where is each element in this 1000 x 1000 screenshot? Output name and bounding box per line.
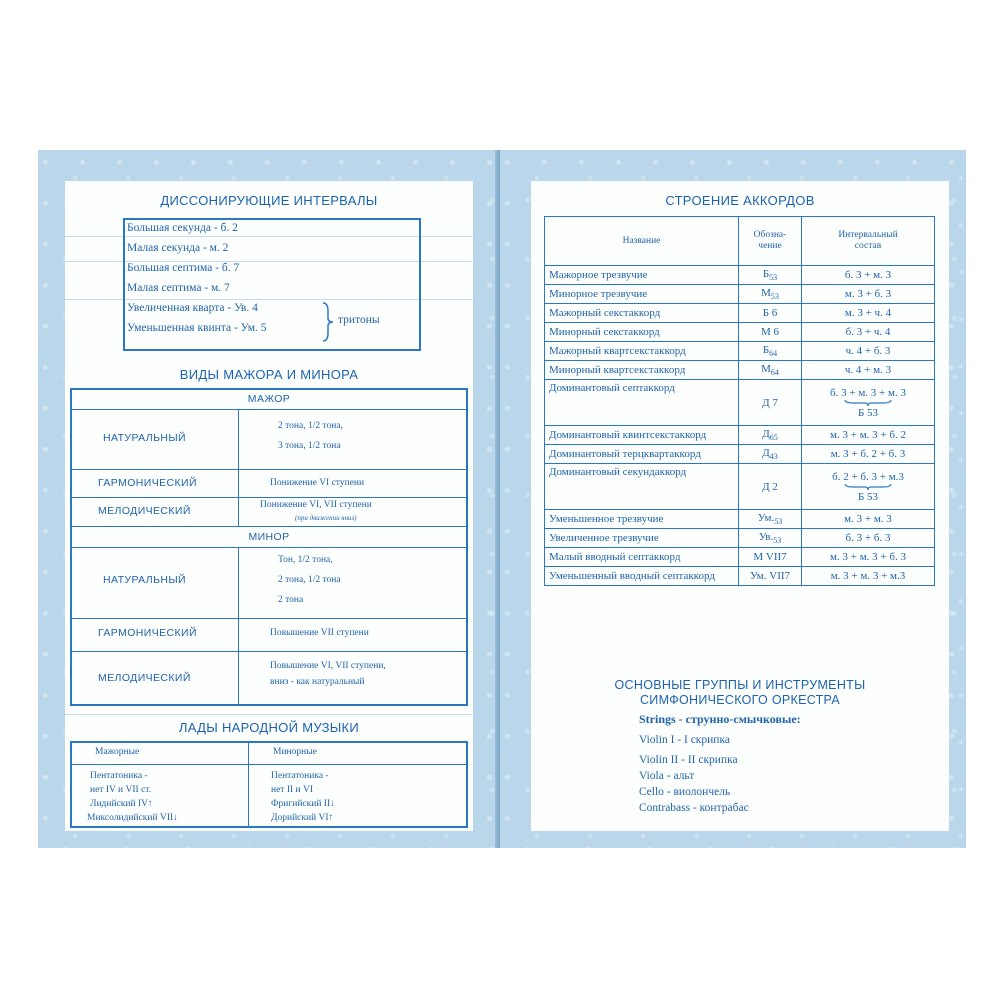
chord-symbol — [739, 567, 802, 586]
chord-row — [545, 361, 935, 380]
chord-intervals — [802, 426, 935, 445]
underbrace-icon — [806, 399, 930, 407]
strings-group-label: Strings - струнно-смычковые: — [639, 712, 801, 726]
right-page — [500, 150, 966, 848]
major-header: МАЖОР — [247, 393, 291, 405]
interval-item: Увеличенная кварта - Ув. 4 — [127, 302, 258, 314]
instrument-item: Violin II - II скрипка — [639, 754, 738, 766]
chord-symbol-index: 64 — [770, 368, 779, 377]
chord-intervals-text: м. 3 + м. 3 + б. 3 — [830, 551, 906, 563]
chord-intervals — [802, 567, 935, 586]
chord-symbol-text: Д 7 — [762, 396, 778, 409]
mode-name: НАТУРАЛЬНЫЙ — [103, 432, 186, 444]
folk-major-line: Лидийский IV↑ — [90, 799, 153, 809]
chord-symbol-text: Б — [762, 344, 770, 356]
chord-row — [545, 529, 935, 548]
chord-symbol-text: М — [761, 287, 771, 299]
chord-intervals-text: ч. 4 + б. 3 — [845, 345, 891, 357]
mode-desc: 2 тона — [278, 595, 304, 605]
underbrace-icon — [806, 483, 930, 491]
chord-symbol-index: 53 — [770, 292, 779, 301]
chord-symbol-index: 43 — [769, 452, 778, 461]
col-header-name: Название — [545, 217, 739, 266]
chord-symbol-text: Д 2 — [762, 480, 778, 493]
chord-row — [545, 266, 935, 285]
chord-symbol-text: М — [761, 363, 771, 375]
tritones-label: тритоны — [338, 314, 380, 326]
chord-name: Минорный квартсекстаккорд — [545, 361, 739, 380]
chord-symbol — [739, 548, 802, 567]
chord-symbol-index: 65 — [769, 433, 778, 442]
chord-name: Минорное трезвучие — [545, 285, 739, 304]
chord-intervals-text: м. 3 + м. 3 — [844, 513, 892, 525]
chord-intervals-text: ч. 4 + м. 3 — [844, 364, 892, 376]
mode-note: (при движении вниз) — [295, 514, 357, 522]
chord-intervals-text: б. 3 + ч. 4 — [845, 326, 891, 338]
chord-intervals-text: м. 3 + м. 3 + м.3 — [830, 570, 906, 582]
chord-name: Уменьшенное трезвучие — [545, 510, 739, 529]
chord-name: Мажорное трезвучие — [545, 266, 739, 285]
chord-symbol-text: Д — [762, 428, 770, 440]
mode-desc: Понижение VI ступени — [270, 478, 365, 488]
instrument-item: Violin I - I скрипка — [639, 734, 730, 746]
folk-major-line: нет IV и VII ст. — [90, 785, 152, 795]
chord-name: Увеличенное трезвучие — [545, 529, 739, 548]
col-header-intervals: Интервальный состав — [802, 217, 935, 266]
chord-intervals — [802, 323, 935, 342]
chord-intervals-text: б. 2 + б. 3 + м.3 — [832, 470, 904, 483]
mode-name: НАТУРАЛЬНЫЙ — [103, 574, 186, 586]
chord-symbol — [739, 529, 802, 548]
chord-intervals — [802, 464, 935, 510]
chord-intervals-text: б. 3 + б. 3 — [845, 532, 891, 544]
chord-name: Доминантовый терцквартаккорд — [545, 445, 739, 464]
chord-name: Мажорный секстаккорд — [545, 304, 739, 323]
chord-symbol — [739, 304, 802, 323]
mode-desc: 3 тона, 1/2 тона — [278, 441, 341, 451]
tritone-brace-icon — [321, 301, 335, 343]
folk-minor-line: нет II и VI — [271, 785, 314, 795]
chord-name: Малый вводный септаккорд — [545, 548, 739, 567]
chord-intervals-text: б. 3 + м. 3 — [844, 269, 892, 281]
chord-row — [545, 567, 935, 586]
chord-intervals — [802, 304, 935, 323]
chord-name: Мажорный квартсекстаккорд — [545, 342, 739, 361]
folk-minor-line: Фригийский II↓ — [271, 799, 335, 809]
orchestra-title-line2: СИМФОНИЧЕСКОГО ОРКЕСТРА — [639, 693, 840, 707]
chord-row — [545, 342, 935, 361]
chord-symbol-text: М 6 — [760, 326, 780, 338]
left-reference-panel — [65, 181, 473, 831]
chord-intervals — [802, 342, 935, 361]
chord-intervals — [802, 380, 935, 426]
chord-symbol-text: Б — [762, 268, 770, 280]
chord-symbol-index: 53 — [774, 517, 783, 526]
instrument-item: Contrabass - контрабас — [639, 802, 749, 814]
chord-symbol — [739, 266, 802, 285]
chord-symbol-text: Б 6 — [762, 307, 778, 319]
chord-row — [545, 323, 935, 342]
chord-structure-title: СТРОЕНИЕ АККОРДОВ — [665, 193, 815, 208]
orchestra-title-line1: ОСНОВНЫЕ ГРУППЫ И ИНСТРУМЕНТЫ — [614, 678, 866, 692]
chord-symbol-text: М VII7 — [753, 551, 787, 563]
chord-row — [545, 426, 935, 445]
minor-header: МИНОР — [248, 531, 290, 543]
mode-desc: вниз - как натуральный — [270, 677, 365, 687]
chord-symbol — [739, 464, 802, 510]
chord-row — [545, 510, 935, 529]
dissonant-intervals-title: ДИССОНИРУЮЩИЕ ИНТЕРВАЛЫ — [160, 193, 378, 208]
mode-desc: Тон, 1/2 тона, — [278, 555, 333, 565]
interval-item: Уменьшенная квинта - Ум. 5 — [127, 322, 267, 334]
chord-row — [545, 380, 935, 426]
chord-intervals-text: м. 3 + м. 3 + б. 2 — [830, 429, 906, 441]
mode-desc: Понижение VI, VII ступени — [260, 500, 372, 510]
chord-symbol — [739, 361, 802, 380]
folk-minor-line: Дорийский VI↑ — [271, 813, 334, 823]
chord-intervals — [802, 445, 935, 464]
mode-desc: Повышение VI, VII ступени, — [270, 661, 386, 671]
chord-name: Доминантовый секундаккорд — [545, 464, 739, 510]
left-page — [38, 150, 497, 848]
folk-major-header: Мажорные — [95, 747, 140, 757]
chord-symbol-index: 53 — [769, 273, 778, 282]
chord-intervals-text: м. 3 + б. 2 + б. 3 — [830, 448, 906, 460]
folk-major-line: Пентатоника - — [90, 771, 148, 781]
chord-row — [545, 445, 935, 464]
mode-desc: 2 тона, 1/2 тона, — [278, 421, 343, 431]
chord-underbrace-label: Б 53 — [857, 490, 879, 503]
chord-row — [545, 304, 935, 323]
major-minor-modes-title: ВИДЫ МАЖОРА И МИНОРА — [179, 367, 359, 382]
right-reference-panel — [531, 181, 949, 831]
chord-symbol-text: Д — [762, 447, 770, 459]
chord-intervals — [802, 548, 935, 567]
notebook-spread — [38, 150, 966, 848]
chord-name: Доминантовый квинтсекстаккорд — [545, 426, 739, 445]
chord-row — [545, 548, 935, 567]
chord-intervals — [802, 529, 935, 548]
chord-intervals-text: м. 3 + ч. 4 — [844, 307, 892, 319]
mode-desc: 2 тона, 1/2 тона — [278, 575, 341, 585]
chord-symbol — [739, 342, 802, 361]
chord-symbol-text: Ум. VII7 — [749, 570, 791, 582]
chord-name: Минорный секстаккорд — [545, 323, 739, 342]
chord-underbrace-label: Б 53 — [857, 406, 879, 419]
mode-desc: Повышение VII ступени — [270, 628, 369, 638]
mode-name: МЕЛОДИЧЕСКИЙ — [98, 505, 191, 517]
chord-name: Доминантовый септаккорд — [545, 380, 739, 426]
chord-symbol-index: 64 — [769, 349, 778, 358]
chord-symbol — [739, 426, 802, 445]
chord-intervals — [802, 361, 935, 380]
folk-minor-header: Минорные — [273, 747, 317, 757]
instrument-item: Cello - виолончель — [639, 786, 731, 798]
chord-intervals-text: м. 3 + б. 3 — [844, 288, 892, 300]
mode-name: МЕЛОДИЧЕСКИЙ — [98, 672, 191, 684]
interval-item: Малая секунда - м. 2 — [127, 242, 229, 254]
interval-item: Большая секунда - б. 2 — [127, 222, 238, 234]
interval-item: Большая септима - б. 7 — [127, 262, 240, 274]
chord-row — [545, 464, 935, 510]
chord-structure-table — [544, 216, 935, 586]
folk-minor-line: Пентатоника - — [271, 771, 329, 781]
chord-symbol-index: 53 — [773, 536, 782, 545]
folk-major-line: Миксолидийский VII↓ — [87, 813, 178, 823]
mode-name: ГАРМОНИЧЕСКИЙ — [98, 477, 197, 489]
chord-symbol — [739, 380, 802, 426]
mode-name: ГАРМОНИЧЕСКИЙ — [98, 627, 197, 639]
chord-symbol — [739, 285, 802, 304]
chord-row — [545, 285, 935, 304]
chord-intervals-text: б. 3 + м. 3 + м. 3 — [830, 386, 906, 399]
interval-item: Малая септима - м. 7 — [127, 282, 230, 294]
chord-symbol-text: Ув. — [758, 531, 774, 543]
chord-intervals — [802, 266, 935, 285]
chord-symbol — [739, 323, 802, 342]
chord-symbol-text: Ум. — [757, 512, 775, 524]
chord-intervals — [802, 285, 935, 304]
chord-symbol — [739, 510, 802, 529]
chord-symbol — [739, 445, 802, 464]
col-header-symbol: Обозна- чение — [739, 217, 802, 266]
chord-name: Уменьшенный вводный септаккорд — [545, 567, 739, 586]
folk-modes-title: ЛАДЫ НАРОДНОЙ МУЗЫКИ — [178, 720, 360, 735]
instrument-item: Viola - альт — [639, 770, 695, 782]
chord-intervals — [802, 510, 935, 529]
